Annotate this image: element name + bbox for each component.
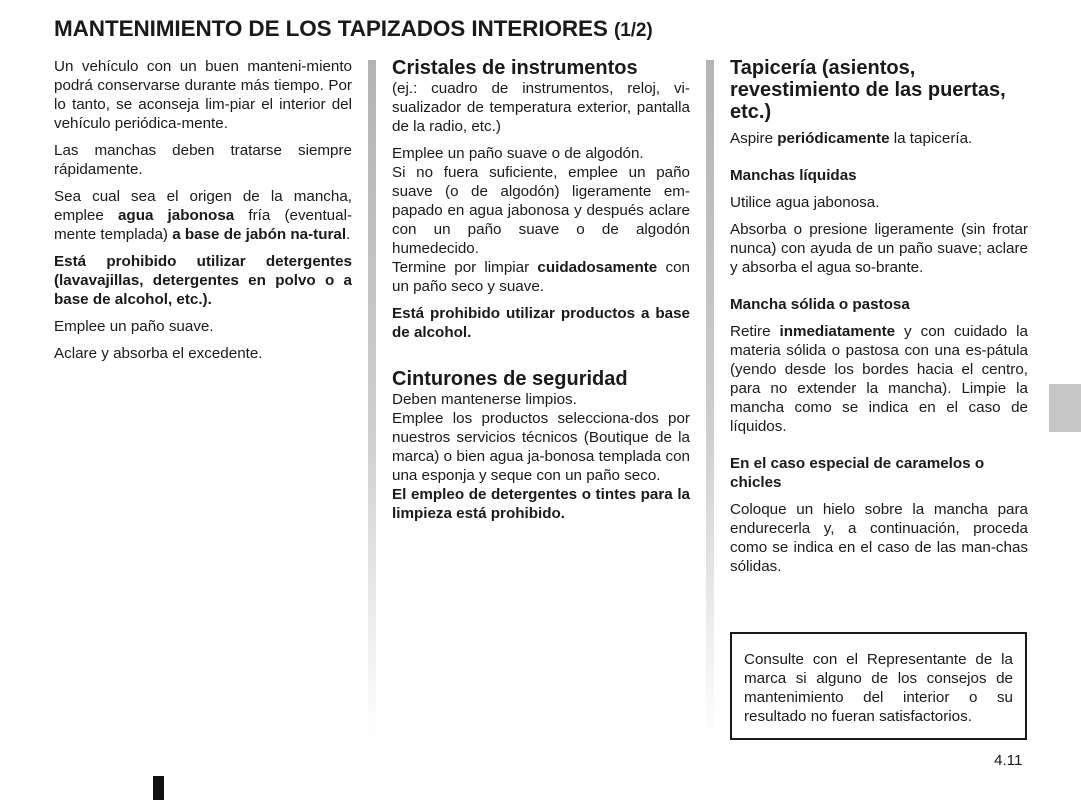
dyes-warning: El empleo de detergentes o tintes para la limpieza está prohibido. [392, 486, 690, 522]
column-upholstery [730, 57, 1028, 584]
page-number: 4.11 [994, 752, 1023, 769]
page-title [54, 16, 653, 42]
remove-solid-paragraph: Retire inmediatamente y con cuidado la materia sólida o pastosa con una es-pátula (yendo desde los bordes hacia el centro, para no extender la mancha). Limpie la mancha como se indica en el caso de líquidos. [730, 323, 1029, 435]
alcohol-warning: Está prohibido utilizar productos a base de alcohol. [392, 305, 690, 341]
page-title-text: MANTENIMIENTO DE LOS TAPIZADOS INTERIORES [54, 16, 608, 41]
soft-cloth-paragraph: Emplee un paño suave. [54, 318, 214, 335]
note-box [730, 632, 1027, 740]
instrument-glass-heading: Cristales de instrumentos [392, 57, 638, 79]
column-divider [368, 60, 376, 740]
stains-paragraph: Las manchas deben tratarse siempre rápidamente. [54, 142, 352, 178]
column-instruments-belts [392, 57, 690, 531]
damp-cloth-paragraph: Si no fuera suficiente, emplee un paño suave (o de algodón) ligeramente em-papado en agua jabonosa y después aclare con un paño suave o de algodón humedecido. [392, 164, 690, 257]
note-text: Consulte con el Representante de la marca si alguno de los consejos de mantenimiento del interior o su resultado no fueran satisfactorios. [744, 651, 1013, 725]
dry-cloth-paragraph: Termine por limpiar cuidadosamente con un paño seco y suave. [392, 259, 690, 295]
seatbelts-heading: Cinturones de seguridad [392, 368, 628, 390]
page-indicator: (1/2) [614, 20, 653, 41]
seatbelts-products-paragraph: Emplee los productos selecciona-dos por nuestros servicios técnicos (Boutique de la marca) o bien agua ja-bonosa templada con una esponja y seque con un paño seco. [392, 410, 690, 484]
upholstery-heading: Tapicería (asientos, revestimiento de las puertas, etc.) [730, 57, 1006, 123]
soapy-water-paragraph: Utilice agua jabonosa. [730, 194, 880, 211]
column-general [54, 57, 352, 371]
ice-paragraph: Coloque un hielo sobre la mancha para endurecerla y, a continuación, proceda como se indica en el caso de las man-chas sólidas. [730, 501, 1028, 575]
seatbelts-clean-paragraph: Deben mantenerse limpios. [392, 391, 577, 408]
detergent-warning: Está prohibido utilizar detergentes (lavavajillas, detergentes en polvo o a base de alcohol, etc.). [54, 253, 352, 308]
section-tab [1049, 384, 1081, 432]
intro-paragraph: Un vehículo con un buen manteni-miento podrá conservarse durante más tiempo. Por lo tanto, se aconseja lim-piar el interior del vehículo periódica-mente. [54, 58, 352, 132]
soap-paragraph: Sea cual sea el origen de la mancha, emplee agua jabonosa fría (eventual-mente templada) a base de jabón na-tural. [54, 188, 352, 243]
instrument-examples: (ej.: cuadro de instrumentos, reloj, vi-sualizador de temperatura exterior, pantalla de la radio, etc.) [392, 80, 690, 135]
column-divider [706, 60, 714, 740]
rinse-paragraph: Aclare y absorba el excedente. [54, 345, 263, 362]
solid-stain-heading: Mancha sólida o pastosa [730, 296, 910, 313]
crop-mark [153, 776, 164, 800]
absorb-paragraph: Absorba o presione ligeramente (sin frotar nunca) con ayuda de un paño suave; aclare y absorba el agua so-brante. [730, 221, 1028, 276]
soft-cloth-paragraph: Emplee un paño suave o de algodón. [392, 145, 644, 162]
candy-gum-heading: En el caso especial de caramelos o chicles [730, 455, 985, 491]
vacuum-paragraph: Aspire periódicamente la tapicería. [730, 130, 973, 147]
liquid-stains-heading: Manchas líquidas [730, 167, 857, 184]
